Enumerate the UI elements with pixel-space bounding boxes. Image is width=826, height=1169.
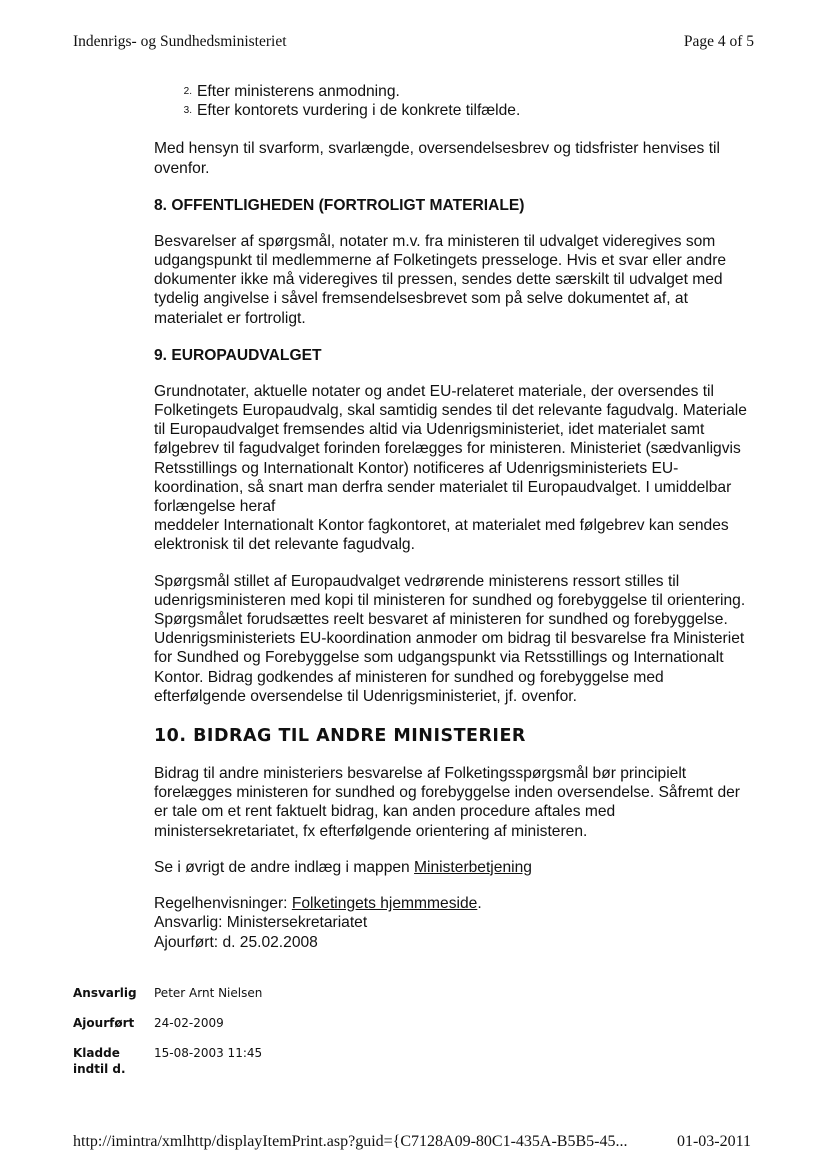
meta-label: Ajourført [73,1016,135,1030]
see-also-line [154,858,754,877]
list-text: Efter kontorets vurdering i de konkrete tilfælde. [197,102,521,120]
references-suffix: . [477,895,482,913]
section-9-body-1a: Grundnotater, aktuelle notater og andet EU-relateret materiale, der oversendes til Folketingets Europaudvalg, skal samtidig sendes til det relevante fagudvalg. Materiale til Europaudvalget fremsendes altid via Udenrigsministeriet, idet materialet samt følgebrev til fagudvalget forinden forelægges for ministeren. Ministeriet (sædvanligvis Retsstillings og Internationalt Kontor) notificeres af Udenrigsministeriets EU-koordination, så snart man derfra sender materialet til Europaudvalget. I umiddelbar forlængelse heraf [154,382,747,516]
section-9-body-1b: meddeler Internationalt Kontor fagkontoret, at materialet med følgebrev kan sendes elektronisk til det relevante fagudvalg. [154,517,729,554]
meta-value: 24-02-2009 [154,1016,224,1030]
meta-label: Ansvarlig [73,986,137,1000]
section-9-body-2: Spørgsmål stillet af Europaudvalget vedrørende ministerens ressort stilles til udenrigsministeren med kopi til ministeren for sundhed og forebyggelse til orientering. Spørgsmålet forudsættes reelt besvaret af ministeren for sundhed og forebyggelse. Udenrigsministeriets EU-koordination anmoder om bidrag til besvarelse fra Ministeriet for Sundhed og Forebyggelse som udgangspunkt via Retsstillings og Internationalt Kontor. Bidrag godkendes af ministeren for sundhed og forebyggelse med efterfølgende oversendelse til Udenrigsministeriet, jf. ovenfor. [154,572,746,705]
numbered-list [154,82,754,120]
list-number: 3. [183,105,192,117]
section-8-heading: 8. OFFENTLIGHEDEN (FORTROLIGT MATERIALE) [154,196,525,214]
updated-line: Ajourført: d. 25.02.2008 [154,933,318,951]
paragraph-svarform: Med hensyn til svarform, svarlængde, oversendelsesbrev og tidsfrister henvises til ovenfor. [154,140,720,177]
ministerbetjening-link[interactable]: Ministerbetjening [414,858,532,876]
section-10-body: Bidrag til andre ministeriers besvarelse af Folketingsspørgsmål bør principielt forelægges ministeren for sundhed og forebyggelse inden oversendelse. Såfremt der er tale om et rent faktuelt bidrag, kan anden procedure aftales med ministersekretariatet, fx efterfølgende orientering af ministeren. [154,765,740,840]
meta-value: Peter Arnt Nielsen [154,986,263,1000]
meta-value: 15-08-2003 11:45 [154,1046,263,1060]
references-label: Regelhenvisninger: [154,895,292,913]
list-text: Efter ministerens anmodning. [197,83,400,100]
list-item [154,82,754,101]
section-9-heading: 9. EUROPAUDVALGET [154,346,322,364]
section-8-body: Besvarelser af spørgsmål, notater m.v. fra ministeren til udvalget videregives som udgangspunkt til medlemmerne af Folketingets presseloge. Hvis et svar eller andre dokumenter ikke må videregives til pressen, sendes dette særskilt til udvalget med tydelig angivelse i såvel fremsendelsesbrevet som på selve dokumentet af, at materialet er fortroligt. [154,232,727,327]
references-line [154,894,754,913]
see-also-text: Se i øvrigt de andre indlæg i mappen [154,858,415,876]
document-body [154,82,754,952]
footer-url: http://imintra/xmlhttp/displayItemPrint.asp?guid={C7128A09-80C1-435A-B5B5-45... [73,1133,628,1150]
header-page-number: Page 4 of 5 [683,33,754,50]
header-ministry: Indenrigs- og Sundhedsministeriet [73,33,287,50]
list-item [154,101,754,120]
section-10-heading: 10. BIDRAG TIL ANDRE MINISTERIER [154,726,526,747]
responsible-line: Ansvarlig: Ministersekretariatet [154,914,368,932]
footer-date: 01-03-2011 [676,1133,751,1150]
list-number: 2. [183,86,192,97]
meta-label: Kladde indtil d. [73,1046,126,1076]
folketinget-link[interactable]: Folketingets hjemmmeside [291,895,478,913]
